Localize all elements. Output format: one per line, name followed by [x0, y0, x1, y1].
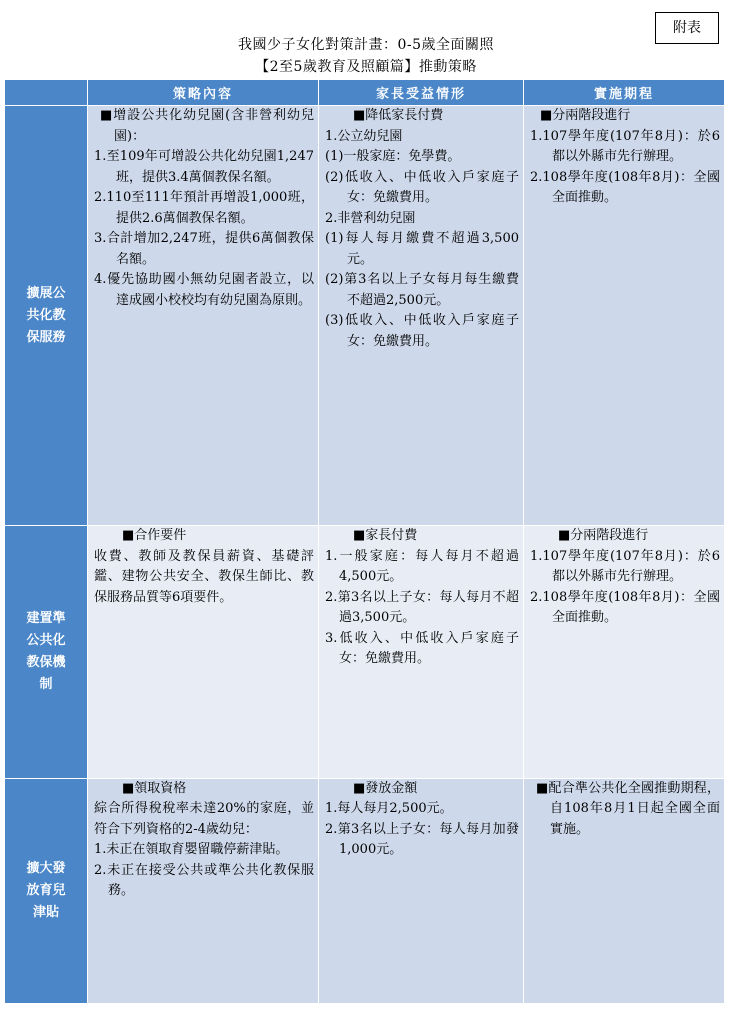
- list-item: (2)低收入、中低收入戶家庭子女：免繳費用。: [325, 169, 519, 206]
- list-item: (2)第3名以上子女每月每生繳費不超過2,500元。: [325, 272, 519, 308]
- list-item: 3.合計增加2,247班，提供6萬個教保名額。: [94, 231, 314, 267]
- list-item: 2.未正在接受公共或準公共化教保服務。: [94, 862, 314, 899]
- cell-bullet: ■合作要件: [122, 528, 187, 544]
- list-item: 2.第3名以上子女：每人每月不超過3,500元。: [325, 589, 519, 626]
- row-title-line: 放育兒: [26, 882, 66, 898]
- schedule-cell: [524, 778, 725, 1003]
- schedule-cell: [524, 526, 725, 778]
- list-item: 1.107學年度(107年8月)：於6都以外縣市先行辦理。: [530, 548, 720, 585]
- cell-bullet: ■分兩階段進行: [558, 528, 649, 544]
- row-title-line: 保服務: [26, 329, 66, 345]
- schedule-cell: [524, 106, 725, 526]
- cell-bullet: ■降低家長付費: [353, 108, 444, 124]
- benefit-cell: [319, 106, 524, 526]
- list-item: 收費、教師及教保員薪資、基礎評鑑、建物公共安全、教保生師比、教保服務品質等6項要件。: [94, 548, 314, 605]
- benefit-cell: [319, 526, 524, 778]
- strategy-cell: [88, 526, 319, 778]
- row-title: [5, 778, 88, 1003]
- cell-bullet: ■增設公共化幼兒園(含非營利幼兒園)：: [100, 108, 314, 144]
- list-item: 2.110至111年預計再增設1,000班，提供2.6萬個教保名額。: [94, 190, 314, 226]
- strategy-cell: [88, 106, 319, 526]
- header-blank: [5, 80, 88, 106]
- list-item: 綜合所得稅稅率未達20%的家庭，並符合下列資格的2-4歲幼兒：: [94, 801, 314, 837]
- list-item: 2.第3名以上子女：每人每月加發1,000元。: [325, 821, 519, 858]
- row-title-line: 共化教: [26, 307, 66, 323]
- list-item: (3)低收入、中低收入戶家庭子女：免繳費用。: [325, 313, 519, 349]
- list-item: 1.每人每月2,500元。: [325, 801, 453, 817]
- table-header-row: [5, 80, 725, 106]
- document-title: 我國少子女化對策計畫：0-5歲全面關照: [237, 37, 495, 53]
- row-title-line: 教保機: [26, 655, 66, 671]
- list-item: 2.108學年度(108年8月)：全國全面推動。: [530, 589, 720, 626]
- list-item: 1.一般家庭：每人每月不超過4,500元。: [325, 548, 519, 585]
- header-schedule: 實施期程: [524, 80, 725, 106]
- strategy-table: [4, 79, 725, 1004]
- row-title: [5, 106, 88, 526]
- list-item: 4.優先協助國小無幼兒園者設立，以達成國小校校均有幼兒園為原則。: [94, 272, 314, 308]
- list-item: 1.未正在領取育嬰留職停薪津貼。: [94, 842, 289, 858]
- row-title-line: 擴大發: [26, 860, 66, 876]
- list-item: (1)每人每月繳費不超過3,500元。: [325, 231, 519, 267]
- document-subtitle: 【2至5歲教育及照顧篇】推動策略: [255, 59, 477, 75]
- cell-bullet: ■發放金額: [353, 780, 418, 796]
- list-item: 1.至109年可增設公共化幼兒園1,247班，提供3.4萬個教保名額。: [94, 149, 314, 185]
- list-item: 1.公立幼兒園: [325, 128, 403, 144]
- cell-bullet: ■配合準公共化全國推動期程，自108年8月1日起全國全面實施。: [536, 780, 720, 837]
- strategy-cell: [88, 778, 319, 1003]
- list-item: 2.非營利幼兒園: [325, 210, 416, 226]
- list-item: 1.107學年度(107年8月)：於6都以外縣市先行辦理。: [530, 128, 720, 165]
- table-row: [5, 526, 725, 778]
- row-title-line: 公共化: [26, 633, 66, 649]
- row-title: [5, 526, 88, 778]
- cell-bullet: ■領取資格: [122, 780, 187, 796]
- cell-bullet: ■家長付費: [353, 528, 418, 544]
- header-strategy: 策略內容: [88, 80, 319, 106]
- row-title-line: 津貼: [32, 904, 59, 920]
- list-item: (1)一般家庭：免學費。: [325, 149, 461, 165]
- annex-label: 附表: [655, 12, 719, 44]
- row-title-line: 擴展公: [26, 285, 66, 301]
- header-benefit: 家長受益情形: [319, 80, 524, 106]
- table-row: [5, 778, 725, 1003]
- row-title-line: 建置準: [26, 611, 66, 627]
- cell-bullet: ■分兩階段進行: [540, 108, 631, 124]
- table-row: [5, 106, 725, 526]
- list-item: 3.低收入、中低收入戶家庭子女：免繳費用。: [325, 630, 519, 667]
- benefit-cell: [319, 778, 524, 1003]
- row-title-line: 制: [39, 677, 53, 693]
- list-item: 2.108學年度(108年8月)：全國全面推動。: [530, 169, 720, 206]
